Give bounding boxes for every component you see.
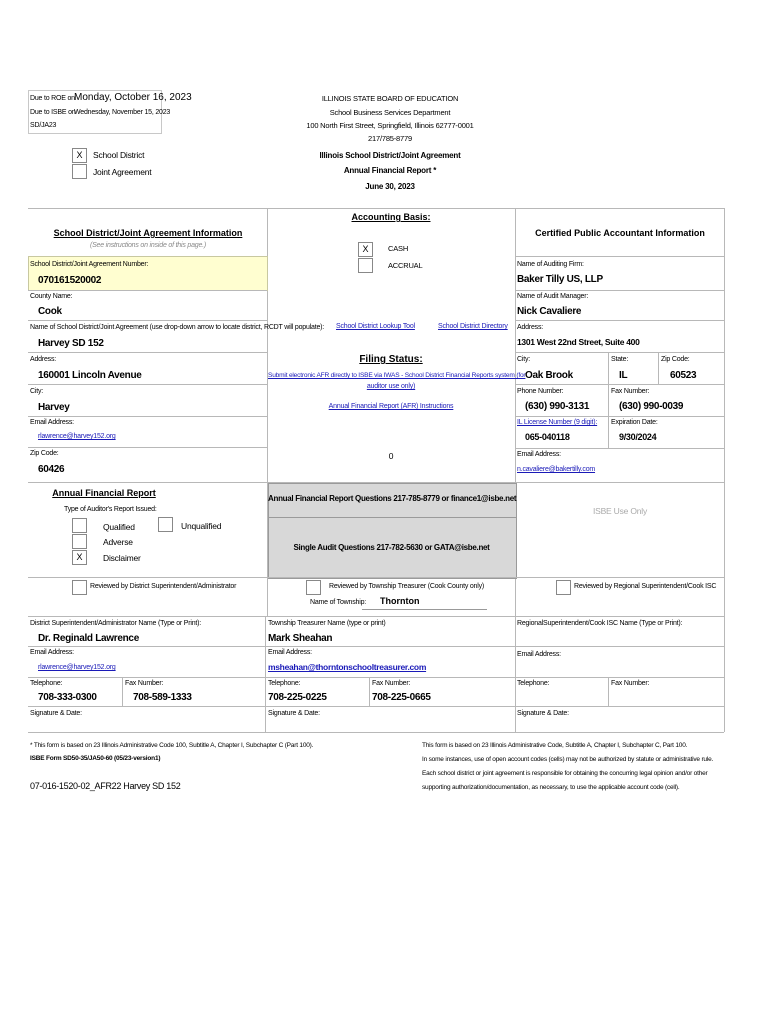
rule	[362, 609, 487, 610]
agency-address: 100 North First Street, Springfield, Illinois 62777-0001	[306, 121, 474, 130]
afr-questions-text: Annual Financial Report Questions 217-785-8779 or finance1@isbe.net	[268, 494, 517, 503]
accrual-checkbox[interactable]	[358, 258, 373, 273]
superintendent-name-label: District Superintendent/Administrator Name (Type or Print):	[30, 620, 202, 627]
license-label-link[interactable]: IL License Number (9 digit):	[517, 419, 598, 426]
rule	[28, 732, 724, 733]
treasurer-signature-label: Signature & Date:	[268, 710, 320, 717]
top-rule	[28, 208, 724, 209]
due-roe-label: Due to ROE on	[30, 95, 75, 102]
regional-phone-label: Telephone:	[517, 680, 550, 687]
due-isbe-label: Due to ISBE on	[30, 109, 76, 116]
cpa-address-label: Address:	[517, 324, 544, 331]
superintendent-signature-label: Signature & Date:	[30, 710, 82, 717]
rule	[28, 577, 724, 578]
rule	[28, 616, 724, 617]
adverse-checkbox[interactable]	[72, 534, 87, 549]
cpa-zip-value[interactable]: 60523	[670, 370, 697, 381]
manager-value[interactable]: Nick Cavaliere	[517, 306, 582, 317]
rule	[28, 320, 267, 321]
isbe-use-only: ISBE Use Only	[592, 506, 648, 516]
cpa-state-label: State:	[611, 356, 629, 363]
superintendent-email-link[interactable]: rlawrence@harvey152.org	[38, 664, 116, 671]
treasurer-name-label: Township Treasurer Name (type or print)	[268, 620, 386, 627]
rule	[28, 646, 724, 647]
rule	[28, 290, 267, 291]
district-directory-link[interactable]: School District Directory	[438, 323, 508, 330]
form-subtitle: Annual Financial Report *	[343, 166, 437, 175]
treasurer-fax-value[interactable]: 708-225-0665	[372, 692, 431, 703]
rule	[515, 448, 724, 449]
firm-label: Name of Auditing Firm:	[517, 261, 584, 268]
cpa-heading: Certified Public Accountant Information	[535, 228, 705, 238]
district-lookup-tool-link[interactable]: School District Lookup Tool	[336, 323, 415, 330]
filing-status-heading: Filing Status:	[359, 354, 423, 365]
treasurer-name-value[interactable]: Mark Sheahan	[268, 633, 333, 644]
single-audit-text: Single Audit Questions 217-782-5630 or GATA@isbe.net	[293, 543, 490, 552]
cpa-email-label: Email Address:	[517, 451, 561, 458]
treasurer-fax-label: Fax Number:	[372, 680, 411, 687]
township-review-label: Reviewed by Township Treasurer (Cook County only)	[329, 583, 485, 590]
cpa-fax-value[interactable]: (630) 990-0039	[619, 401, 684, 412]
district-zip-label: Zip Code:	[30, 450, 59, 457]
district-address-value[interactable]: 160001 Lincoln Avenue	[38, 370, 142, 381]
disclaimer-label: Disclaimer	[103, 553, 141, 563]
district-zip-value[interactable]: 60426	[38, 464, 65, 475]
manager-label: Name of Audit Manager:	[517, 293, 589, 300]
divider-outer	[724, 208, 725, 732]
due-roe-date: Monday, October 16, 2023	[74, 92, 192, 103]
rule	[515, 416, 724, 417]
footer-note-3: Each school district or joint agreement is responsible for obtaining the concurring legal opinion and/or other	[422, 770, 708, 777]
township-name-value[interactable]: Thornton	[380, 596, 420, 606]
rule	[28, 706, 724, 707]
footnote: * This form is based on 23 Illinois Administrative Code 100, Subtitle A, Chapter I, Subchapter C (Part 100).	[30, 742, 314, 749]
qualified-label: Qualified	[103, 522, 135, 532]
agency-phone: 217/785-8779	[368, 134, 412, 143]
afr-instructions-link[interactable]: Annual Financial Report (AFR) Instructions	[328, 403, 454, 410]
agency-name: ILLINOIS STATE BOARD OF EDUCATION	[321, 94, 459, 103]
rule	[515, 290, 724, 291]
submit-afr-link[interactable]: Submit electronic AFR directly to ISBE via IWAS - School District Financial Reports system (for	[268, 372, 526, 379]
regional-email-label: Email Address:	[517, 651, 561, 658]
treasurer-phone-label: Telephone:	[268, 680, 301, 687]
district-email-link[interactable]: rlawrence@harvey152.org	[38, 433, 116, 440]
regional-review-label: Reviewed by Regional Superintendent/Cook ISC	[574, 583, 717, 590]
school-district-checkbox[interactable]: X	[72, 148, 87, 163]
rule	[265, 616, 266, 732]
district-info-heading: School District/Joint Agreement Information	[53, 228, 243, 238]
joint-agreement-label: Joint Agreement	[93, 167, 152, 177]
cpa-address-value[interactable]: 1301 West 22nd Street, Suite 400	[517, 337, 640, 347]
district-city-label: City:	[30, 388, 44, 395]
agency-department: School Business Services Department	[329, 108, 451, 117]
regional-signature-label: Signature & Date:	[517, 710, 569, 717]
rule	[28, 352, 267, 353]
expiration-label: Expiration Date:	[611, 419, 658, 426]
form-title: Illinois School District/Joint Agreement	[319, 151, 461, 160]
qualified-checkbox[interactable]	[72, 518, 87, 533]
rule	[28, 447, 267, 448]
sd-code: SD/JA23	[30, 122, 57, 129]
disclaimer-checkbox[interactable]: X	[72, 550, 87, 565]
district-number-label: School District/Joint Agreement Number:	[30, 261, 149, 268]
accrual-label: ACCRUAL	[388, 261, 423, 270]
regional-fax-label: Fax Number:	[611, 680, 650, 687]
cpa-city-value[interactable]: Oak Brook	[525, 370, 573, 381]
adverse-label: Adverse	[103, 537, 133, 547]
superintendent-phone-label: Telephone:	[30, 680, 63, 687]
submit-afr-link-cont[interactable]: auditor use only)	[366, 383, 416, 390]
district-email-label: Email Address:	[30, 419, 74, 426]
rule	[515, 352, 724, 353]
district-review-label: Reviewed by District Superintendent/Administrator	[90, 583, 237, 590]
cpa-state-value[interactable]: IL	[619, 370, 628, 381]
cash-checkbox[interactable]: X	[358, 242, 373, 257]
cpa-phone-value[interactable]: (630) 990-3131	[525, 401, 590, 412]
footer-note-2: In some instances, use of open account codes (cells) may not be authorized by statute or administrative rule.	[422, 756, 714, 763]
district-info-subheading: (See instructions on inside of this page.)	[89, 242, 207, 249]
school-district-label: School District	[93, 150, 145, 160]
rule	[515, 256, 724, 257]
regional-review-checkbox[interactable]	[556, 580, 571, 595]
filing-status-value: 0	[388, 451, 394, 461]
district-name-label: Name of School District/Joint Agreement (use drop-down arrow to locate district, RCDT will populate):	[30, 324, 325, 331]
expiration-value[interactable]: 9/30/2024	[619, 432, 657, 442]
form-date: June 30, 2023	[365, 182, 415, 191]
district-name-value[interactable]: Harvey SD 152	[38, 338, 104, 349]
due-isbe-date: Wednesday, November 15, 2023	[74, 109, 171, 116]
superintendent-name-value[interactable]: Dr. Reginald Lawrence	[38, 633, 139, 644]
file-name: 07-016-1520-02_AFR22 Harvey SD 152	[30, 781, 181, 791]
cpa-fax-label: Fax Number:	[611, 388, 650, 395]
joint-agreement-checkbox[interactable]	[72, 164, 87, 179]
district-city-value[interactable]: Harvey	[38, 402, 70, 413]
cpa-phone-label: Phone Number:	[517, 388, 564, 395]
district-number-value[interactable]: 070161520002	[38, 275, 102, 286]
superintendent-fax-value[interactable]: 708-589-1333	[133, 692, 192, 703]
superintendent-fax-label: Fax Number:	[125, 680, 164, 687]
superintendent-phone-value[interactable]: 708-333-0300	[38, 692, 97, 703]
rule	[608, 352, 609, 448]
rule	[28, 416, 267, 417]
cpa-email-link[interactable]: n.cavaliere@bakertilly.com	[517, 466, 596, 473]
treasurer-phone-value[interactable]: 708-225-0225	[268, 692, 327, 703]
township-name-label: Name of Township:	[310, 599, 367, 606]
form-id: ISBE Form SD50-35/JA50-60 (05/23-version1)	[30, 755, 161, 762]
rule	[28, 677, 724, 678]
cpa-zip-label: Zip Code:	[661, 356, 690, 363]
rule	[515, 384, 724, 385]
rule	[369, 677, 370, 706]
township-review-checkbox[interactable]	[306, 580, 321, 595]
rule	[658, 352, 659, 384]
rule	[28, 384, 267, 385]
cash-label: CASH	[388, 244, 409, 253]
firm-value[interactable]: Baker Tilly US, LLP	[517, 274, 603, 285]
accounting-basis-heading: Accounting Basis:	[351, 212, 431, 222]
report-type-label: Type of Auditor's Report Issued:	[64, 506, 157, 513]
county-label: County Name:	[30, 293, 73, 300]
rule	[515, 616, 516, 732]
district-address-label: Address:	[30, 356, 57, 363]
treasurer-email-label: Email Address:	[268, 649, 312, 656]
regional-name-label: RegionalSuperintendent/Cook ISC Name (Type or Print):	[517, 620, 683, 627]
footer-note-1: This form is based on 23 Illinois Administrative Code, Subtitle A, Chapter I, Subchapter C, Part 100.	[422, 742, 688, 749]
unqualified-label: Unqualified	[181, 521, 222, 531]
rule	[608, 677, 609, 706]
cpa-city-label: City:	[517, 356, 531, 363]
license-value[interactable]: 065-040118	[525, 432, 570, 442]
rule	[122, 677, 123, 706]
superintendent-email-label: Email Address:	[30, 649, 74, 656]
district-review-checkbox[interactable]	[72, 580, 87, 595]
rule	[515, 320, 724, 321]
county-value[interactable]: Cook	[38, 306, 62, 317]
unqualified-checkbox[interactable]	[158, 517, 173, 532]
afr-heading: Annual Financial Report	[52, 488, 156, 498]
treasurer-email-link[interactable]: msheahan@thorntonschooltreasurer.com	[268, 662, 427, 672]
footer-note-4: supporting authorization/documentation, as necessary, to use the applicable account code (cell).	[422, 784, 680, 791]
